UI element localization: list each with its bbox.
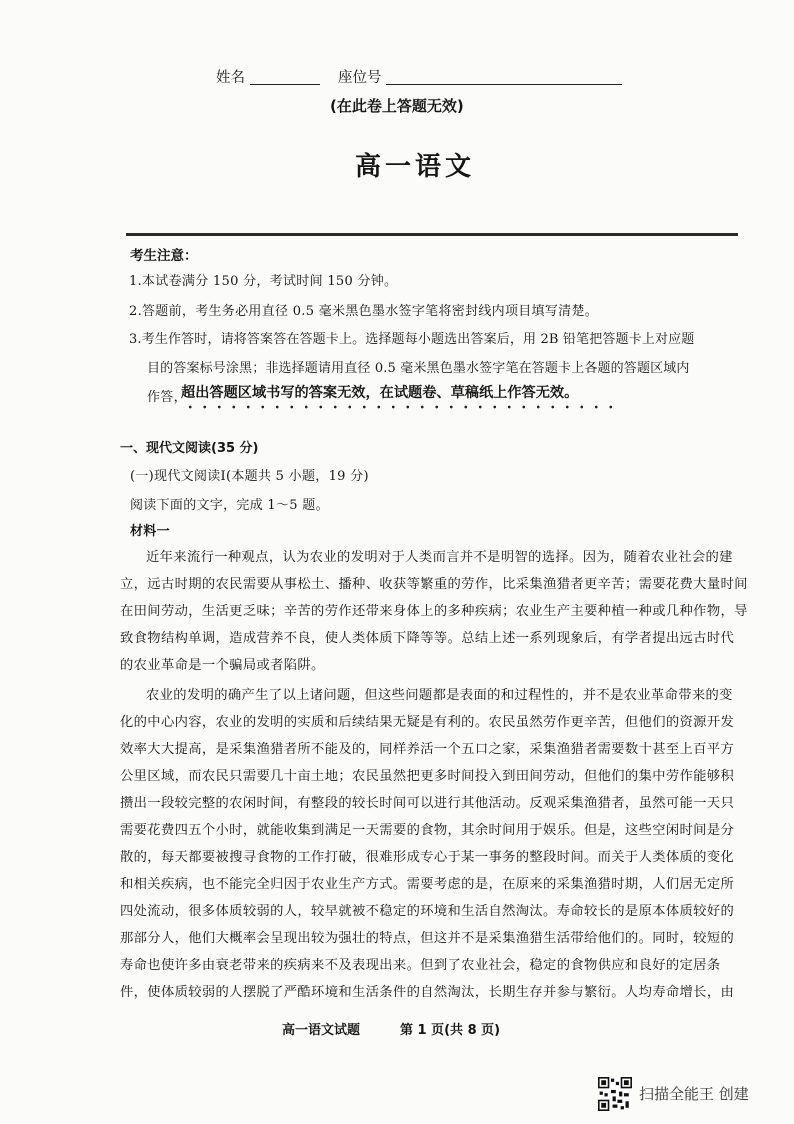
material-label: 材料一 xyxy=(130,524,170,539)
footer-exam: 高一语文试题 xyxy=(282,1023,361,1038)
passage-line: 那部分人，他们大概率会呈现出较为强壮的特点，但这并不是采集渔猎生活带给他们的。同时，较短的 xyxy=(120,931,735,946)
notice-item-3: 3.考生作答时，请将答案答在答题卡上。选择题每小题选出答案后，用 2B 铅笔把答题卡上对应题 xyxy=(129,332,695,347)
passage-line: 近年来流行一种观点，认为农业的发明对于人类而言并不是明智的选择。因为，随着农业社会的建 xyxy=(146,550,733,565)
notice-emphasis: 超出答题区域书写的答案无效，在试题卷、草稿纸上作答无效。 xyxy=(181,385,579,401)
footer-page: 第 1 页(共 8 页) xyxy=(400,1023,501,1038)
notice-item-1: 1.本试卷满分 150 分，考试时间 150 分钟。 xyxy=(129,274,398,289)
passage-line: 件，使体质较弱的人摆脱了严酷环境和生活条件的自然淘汰，长期生存并参与繁衍。人均寿命增长，由 xyxy=(120,985,735,1000)
passage-line: 需要花费四五个小时，就能收集到满足一天需要的食物，其余时间用于娱乐。但是，这些空闲时间是分 xyxy=(120,823,735,838)
qr-code-icon xyxy=(598,1077,632,1111)
invalid-note: (在此卷上答题无效) xyxy=(330,97,464,115)
passage-line: 农业的发明的确产生了以上诸问题，但这些问题都是表面的和过程性的，并不是农业革命带来的变 xyxy=(146,688,733,703)
passage-line: 四处流动，很多体质较弱的人，较早就被不稳定的环境和生活自然淘汰。寿命较长的是原本体质较好的 xyxy=(120,904,735,919)
passage-line: 散的，每天都要被搜寻食物的工作打破，很难形成专心于某一事务的整段时间。而关于人类体质的变化 xyxy=(120,850,735,865)
notice-item-3-cont: 目的答案标号涂黑；非选择题请用直径 0.5 毫米黑色墨水签字笔在答题卡上各题的答题区域内 xyxy=(147,361,690,376)
notice-heading: 考生注意： xyxy=(130,248,198,264)
notice-item-2: 2.答题前，考生务必用直径 0.5 毫米黑色墨水签字笔将密封线内项目填写清楚。 xyxy=(129,304,599,319)
section-sub: (一)现代文阅读Ⅰ(本题共 5 小题，19 分) xyxy=(130,469,369,484)
passage-line: 寿命也使许多由衰老带来的疾病来不及表现出来。但到了农业社会，稳定的食物供应和良好的定居条 xyxy=(120,958,721,973)
passage-line: 攒出一段较完整的农闲时间，有整段的较长时间可以进行其他活动。反观采集渔猎者，虽然可能一天只 xyxy=(120,796,735,811)
passage-line: 致食物结构单调，造成营养不良，使人类体质下降等等。总结上述一系列现象后，有学者提出远古时代 xyxy=(120,631,735,646)
page-title: 高一语文 xyxy=(355,152,476,182)
name-field[interactable] xyxy=(250,84,320,85)
name-label: 姓名 xyxy=(216,70,245,86)
instruction: 阅读下面的文字，完成 1～5 题。 xyxy=(130,498,329,513)
scanner-watermark: 扫描全能王 创建 xyxy=(639,1085,749,1103)
passage-line: 在田间劳动，生活更乏味；辛苦的劳作还带来身体上的多种疾病；农业生产主要种植一种或几种作物，导 xyxy=(120,604,748,619)
seat-label: 座位号 xyxy=(338,70,382,86)
seat-field[interactable] xyxy=(386,84,622,85)
passage-line: 的农业革命是一个骗局或者陷阱。 xyxy=(120,658,325,673)
notice-item-3-end: 作答， xyxy=(147,390,187,405)
passage-line: 和相关疾病，也不能完全归因于农业生产方式。需要考虑的是，在原来的采集渔猎时期，人们居无定所 xyxy=(120,877,735,892)
passage-line: 立，远古时期的农民需要从事松土、播种、收获等繁重的劳作，比采集渔猎者更辛苦；需要花费大量时间 xyxy=(120,577,748,592)
section-heading: 一、现代文阅读(35 分) xyxy=(120,441,259,456)
passage-line: 效率大大提高，是采集渔猎者所不能及的，同样养活一个五口之家，采集渔猎者需要数十甚至上百平方 xyxy=(120,742,735,757)
passage-line: 化的中心内容，农业的发明的实质和后续结果无疑是有利的。农民虽然劳作更辛苦，但他们的资源开发 xyxy=(120,715,735,730)
header-rule xyxy=(126,233,738,236)
emphasis-dots xyxy=(183,405,614,409)
passage-line: 公里区域，而农民只需要几十亩土地；农民虽然把更多时间投入到田间劳动，但他们的集中劳作能够积 xyxy=(120,769,735,784)
